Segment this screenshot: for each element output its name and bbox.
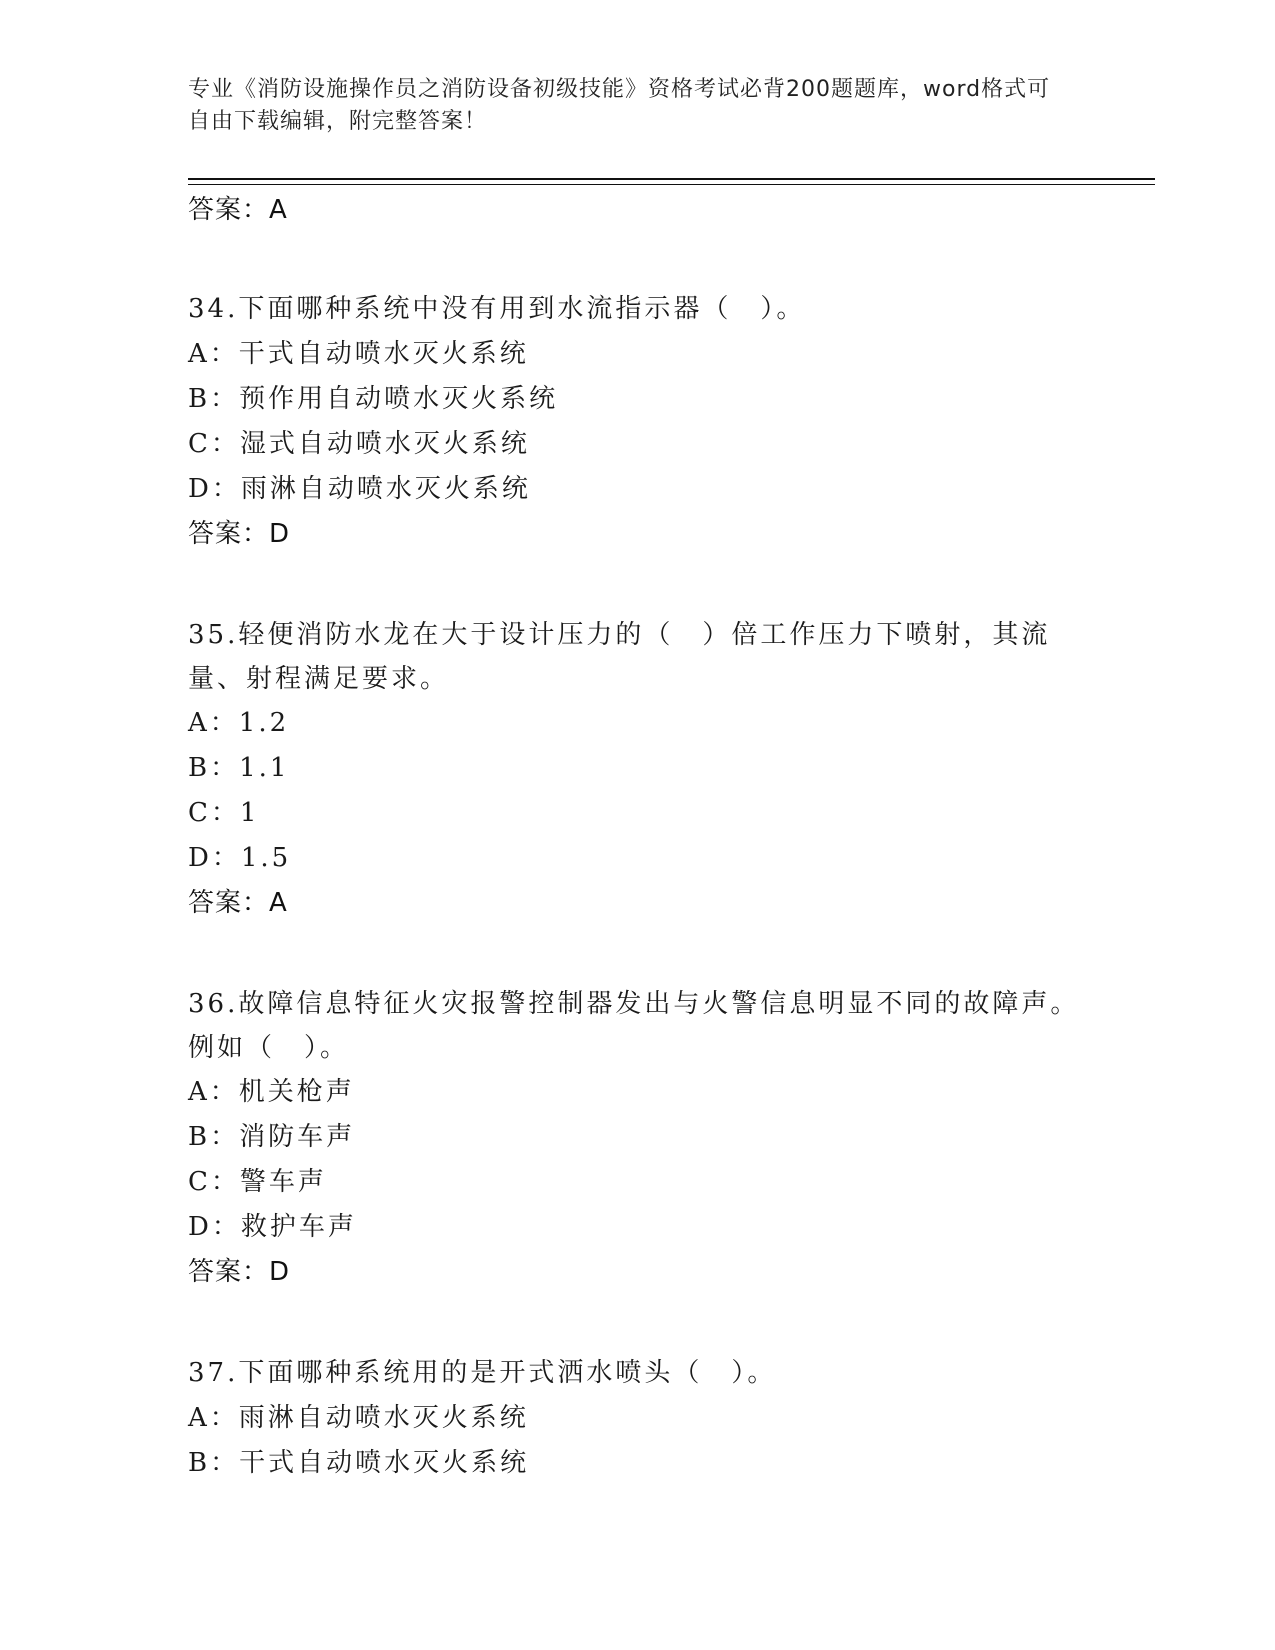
question-number: 34. (188, 294, 239, 324)
option-a: A：雨淋自动喷水灭火系统 (188, 1403, 529, 1433)
question-number: 37. (188, 1358, 239, 1388)
answer-value: D (269, 519, 291, 549)
question-text: 35.轻便消防水龙在大于设计压力的（ ）倍工作压力下喷射，其流量、射程满足要求。 (188, 620, 1051, 694)
answer-label: 答案： (188, 195, 270, 225)
question-text: 36.故障信息特征火灾报警控制器发出与火警信息明显不同的故障声。例如（ ）。 (188, 989, 1080, 1063)
option-b: B：1.1 (188, 753, 290, 783)
option-a: A：机关枪声 (188, 1077, 355, 1107)
question-number: 36. (188, 989, 239, 1019)
spacer (188, 926, 1148, 968)
answer-line (188, 188, 1148, 233)
option-b: B：预作用自动喷水灭火系统 (188, 384, 559, 414)
header-divider-thick (188, 178, 1155, 180)
page-header: 专业《消防设施操作员之消防设备初级技能》资格考试必背200题题库，word格式可自由下载编辑，附完整答案！ (188, 77, 1051, 134)
option-d: D：1.5 (188, 843, 292, 873)
option-a: A：干式自动喷水灭火系统 (188, 339, 529, 369)
option-c: C：湿式自动喷水灭火系统 (188, 429, 530, 459)
answer-line (188, 512, 1148, 557)
question-text: 34.下面哪种系统中没有用到水流指示器（ ）。 (188, 294, 806, 324)
answer-label: 答案： (188, 519, 270, 549)
answer-value: A (269, 888, 288, 918)
answer-line (188, 881, 1148, 926)
answer-label: 答案： (188, 888, 270, 918)
option-a: A：1.2 (188, 708, 290, 738)
option-d: D：救护车声 (188, 1212, 357, 1242)
question-number: 35. (188, 620, 239, 650)
spacer (188, 233, 1148, 275)
answer-value: A (269, 195, 288, 225)
question-text: 37.下面哪种系统用的是开式洒水喷头（ ）。 (188, 1358, 777, 1388)
option-b: B：干式自动喷水灭火系统 (188, 1448, 530, 1478)
option-c: C：警车声 (188, 1167, 327, 1197)
spacer (188, 557, 1148, 599)
header-divider-thin (188, 184, 1155, 185)
answer-value: D (269, 1257, 291, 1287)
option-b: B：消防车声 (188, 1122, 356, 1152)
question-list (188, 188, 1148, 1486)
spacer (188, 1295, 1148, 1337)
option-d: D：雨淋自动喷水灭火系统 (188, 474, 531, 504)
answer-line (188, 1250, 1148, 1295)
answer-label: 答案： (188, 1257, 270, 1287)
option-c: C：1 (188, 798, 260, 828)
